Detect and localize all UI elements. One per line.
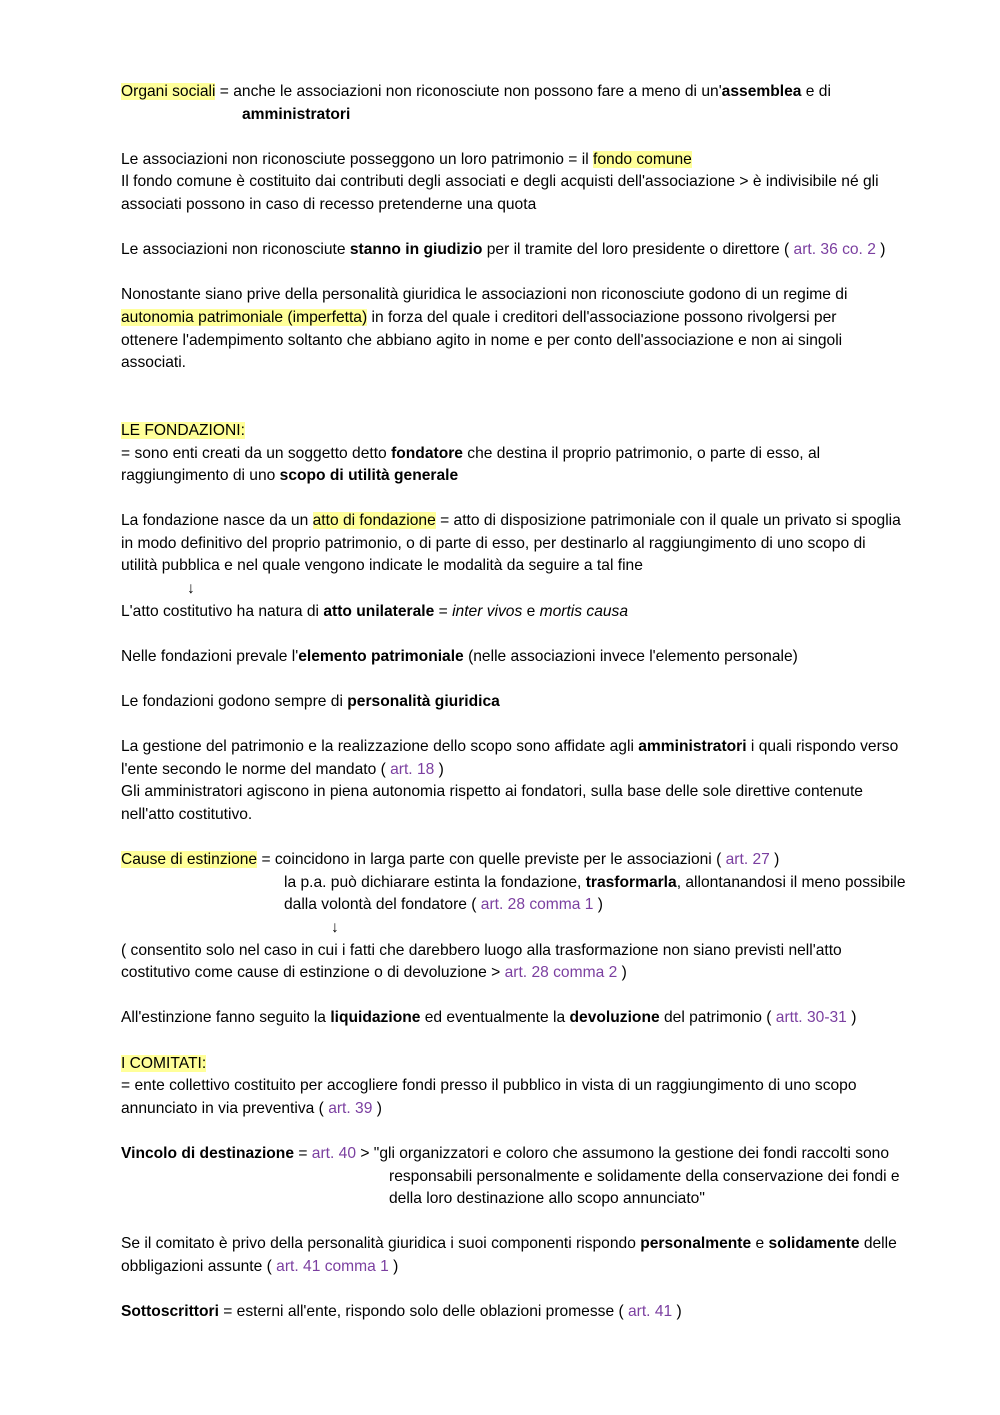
- bold-amministratori: amministratori: [242, 105, 351, 123]
- article-reference: art. 41: [627, 1303, 673, 1321]
- autonomia-line-3: ottenere l'adempimento soltanto che abbiano agito in nome e per conto dell'associazione e non ai singoli: [121, 331, 843, 349]
- comitati-def-line-1: = ente collettivo costituito per accogliere fondi presso il pubblico in vista di un raggiungimento di uno scopo: [121, 1077, 857, 1095]
- vincolo-line-3: della loro destinazione allo scopo annunciato": [389, 1190, 705, 1208]
- bold-vincolo: Vincolo di destinazione: [121, 1144, 295, 1162]
- bold-fondatore: fondatore: [391, 444, 463, 462]
- fondo-comune-line: Le associazioni non riconosciute posseggono un loro patrimonio = il fondo comune: [121, 150, 692, 168]
- document-page: [121, 81, 971, 1324]
- gestione-line-3: Gli amministratori agiscono in piena autonomia rispetto ai fondatori, sulla base delle sole direttive contenute: [121, 783, 863, 801]
- stanno-in-giudizio-line: Le associazioni non riconosciute stanno in giudizio per il tramite del loro presidente o direttore ( art. 36 co. 2 ): [121, 241, 886, 259]
- autonomia-line-4: associati.: [121, 354, 187, 372]
- organi-sociali-line: Organi sociali = anche le associazioni non riconosciute non possono fare a meno di un'assemblea e di: [121, 83, 831, 100]
- highlight-fondo-comune: fondo comune: [593, 150, 692, 168]
- gestione-line-1: La gestione del patrimonio e la realizzazione dello scopo sono affidate agli amministratori i quali rispondo verso: [121, 738, 899, 756]
- bold-trasformarla: trasformarla: [585, 873, 677, 891]
- bold-elemento-patrimoniale: elemento patrimoniale: [298, 647, 464, 665]
- article-reference: art. 36 co. 2: [793, 241, 876, 259]
- bold-sottoscrittori: Sottoscrittori: [121, 1303, 219, 1321]
- fondo-comune-line-3: associati possono in caso di recesso pretenderne una quota: [121, 195, 537, 213]
- bold-liquidazione: liquidazione: [330, 1009, 421, 1027]
- fondo-comune-line-2: Il fondo comune è costituito dai contributi degli associati e degli acquisti dell'associazione > è indivisibile né gli: [121, 173, 879, 191]
- cause-estinzione-line-6: costitutivo come cause di estinzione o di devoluzione > art. 28 comma 2 ): [121, 964, 627, 982]
- cause-estinzione-line-3: dalla volontà del fondatore ( art. 28 comma 1 ): [284, 896, 603, 914]
- elemento-patrimoniale-line: Nelle fondazioni prevale l'elemento patrimoniale (nelle associazioni invece l'elemento personale): [121, 647, 798, 665]
- liquidazione-line: All'estinzione fanno seguito la liquidazione ed eventualmente la devoluzione del patrimonio ( artt. 30-31 ): [121, 1009, 857, 1027]
- organi-sociali-cont: [121, 104, 971, 127]
- bold-atto-unilaterale: atto unilaterale: [323, 602, 435, 620]
- cause-estinzione-line-2: la p.a. può dichiarare estinta la fondazione, trasformarla, allontanandosi il meno possibile: [284, 873, 906, 891]
- bold-assemblea: assemblea: [721, 83, 802, 100]
- autonomia-line-1: Nonostante siano prive della personalità giuridica le associazioni non riconosciute godono di un regime di: [121, 286, 848, 304]
- article-reference: art. 41 comma 1: [276, 1257, 389, 1275]
- atto-unilaterale-line: L'atto costitutivo ha natura di atto unilaterale = inter vivos e mortis causa: [121, 602, 629, 620]
- gestione-line-4: nell'atto costitutivo.: [121, 806, 253, 823]
- cause-estinzione-line-5: ( consentito solo nel caso in cui i fatti che darebbero luogo alla trasformazione non siano previsti nell'atto: [121, 941, 842, 959]
- cause-estinzione-line-1: Cause di estinzione = coincidono in larga parte con quelle previste per le associazioni ( art. 27 ): [121, 851, 780, 869]
- highlight-cause-estinzione: Cause di estinzione: [121, 851, 258, 869]
- vincolo-line-2: responsabili personalmente e solidamente della conservazione dei fondi e: [389, 1167, 900, 1185]
- fondazioni-def-line-2: raggiungimento di uno scopo di utilità generale: [121, 467, 459, 485]
- article-reference: art. 28 comma 1: [480, 896, 594, 914]
- componenti-line-1: Se il comitato è privo della personalità giuridica i suoi componenti rispondo personalmente e solidamente delle: [121, 1235, 897, 1253]
- bold-stanno-in-giudizio: stanno in giudizio: [349, 241, 483, 259]
- fondazioni-def-line-1: = sono enti creati da un soggetto detto fondatore che destina il proprio patrimonio, o parte di esso, al: [121, 444, 821, 462]
- bold-solidamente: solidamente: [768, 1235, 860, 1253]
- article-reference: art. 40: [311, 1144, 357, 1162]
- vincolo-line-1: Vincolo di destinazione = art. 40 > "gli organizzatori e coloro che assumono la gestione dei fondi raccolti sono: [121, 1144, 890, 1162]
- highlight-autonomia: autonomia patrimoniale (imperfetta): [121, 308, 368, 326]
- sottoscrittori-line: Sottoscrittori = esterni all'ente, rispondo solo delle oblazioni promesse ( art. 41 ): [121, 1303, 682, 1321]
- article-reference: artt. 30-31: [775, 1009, 847, 1027]
- down-arrow-icon: ↓: [331, 918, 339, 936]
- bold-scopo: scopo di utilità generale: [279, 467, 459, 485]
- article-reference: art. 18: [390, 760, 435, 778]
- bold-personalita-giuridica: personalità giuridica: [347, 693, 500, 711]
- bold-devoluzione: devoluzione: [569, 1009, 660, 1027]
- atto-fondazione-line-1: La fondazione nasce da un atto di fondazione = atto di disposizione patrimoniale con il quale un privato si spoglia: [121, 512, 901, 530]
- atto-fondazione-line-2: in modo definitivo del proprio patrimonio, o di parte di esso, per destinarlo al raggiungimento di uno scopo di: [121, 534, 866, 552]
- atto-fondazione-line-3: utilità pubblica e nel quale vengono indicate le modalità da seguire a tal fine: [121, 557, 643, 575]
- article-reference: art. 28 comma 2: [504, 964, 618, 982]
- bold-amministratori-2: amministratori: [638, 738, 747, 756]
- section-heading-fondazioni: LE FONDAZIONI:: [121, 421, 245, 439]
- article-reference: art. 39: [328, 1099, 373, 1117]
- section-heading-comitati: I COMITATI:: [121, 1054, 207, 1072]
- highlight-atto-fondazione: atto di fondazione: [312, 512, 436, 530]
- highlight-organi-sociali: Organi sociali: [121, 83, 216, 100]
- article-reference: art. 27: [725, 851, 770, 869]
- personalita-giuridica-line: Le fondazioni godono sempre di personalità giuridica: [121, 693, 500, 711]
- autonomia-line-2: autonomia patrimoniale (imperfetta) in forza del quale i creditori dell'associazione possono rivolgersi per: [121, 308, 837, 326]
- bold-personalmente: personalmente: [640, 1235, 752, 1253]
- componenti-line-2: obbligazioni assunte ( art. 41 comma 1 ): [121, 1257, 399, 1275]
- comitati-def-line-2: annunciato in via preventiva ( art. 39 ): [121, 1099, 382, 1117]
- down-arrow-icon: ↓: [187, 580, 195, 598]
- gestione-line-2: l'ente secondo le norme del mandato ( art. 18 ): [121, 760, 444, 778]
